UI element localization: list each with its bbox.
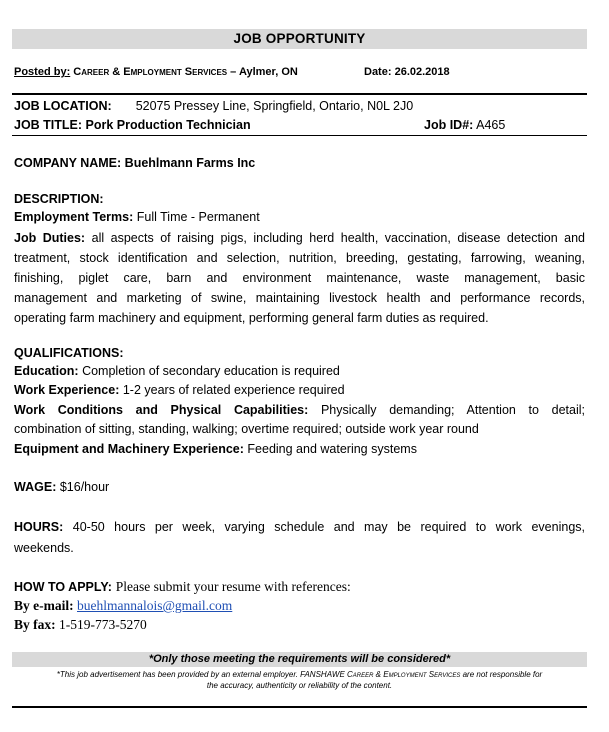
email-link[interactable]: buehlmannalois@gmail.com [77,598,233,613]
wage [14,479,109,496]
company-name [14,155,255,172]
education [14,363,340,380]
posting-date [364,66,450,78]
work-experience-value: 1-2 years of related experience required [122,383,345,397]
company-value: Buehlmann Farms Inc [124,156,256,170]
work-conditions [14,401,585,439]
hours-label: HOURS: [14,520,64,534]
hours [14,517,585,559]
equipment-label: Equipment and Machinery Experience: [14,442,244,456]
employment-terms [14,209,260,226]
date-value: 26.02.2018 [394,66,450,78]
job-duties-line: finishing, piglet care, barn and environment maintenance, waste management, basic [14,271,585,285]
company-label: COMPANY NAME: [14,156,122,170]
job-id-value: A465 [476,118,506,132]
how-to-apply [14,578,351,596]
apply-fax [14,616,147,634]
how-to-apply-label: HOW TO APPLY: [14,580,112,594]
apply-email-label: By e-mail: [14,598,74,613]
disclaimer [12,669,587,691]
apply-email [14,597,232,615]
work-experience-label: Work Experience: [14,383,120,397]
education-value: Completion of secondary education is required [82,364,340,378]
job-id-label: Job ID#: [424,118,474,132]
employment-terms-value: Full Time - Permanent [136,210,260,224]
requirements-note: *Only those meeting the requirements will be considered* [12,652,587,667]
posted-by-label: Posted by: [14,66,71,78]
job-title [14,117,251,134]
footer-divider [12,706,587,708]
job-duties-line: operating farm machinery and equipment, performing general farm duties as required. [14,311,489,325]
description-heading: DESCRIPTION: [14,192,104,206]
apply-fax-value: 1-519-773-5270 [59,617,147,632]
disclaimer-org: Career & Employment Services [347,670,461,679]
job-duties [14,228,585,328]
job-title-value: Pork Production Technician [85,118,251,132]
job-title-label: JOB TITLE: [14,118,83,132]
wage-value: $16/hour [59,480,110,494]
how-to-apply-intro: Please submit your resume with references: [115,579,351,594]
job-location-label: JOB LOCATION: [14,99,112,113]
posted-by-org: Career & Employment Services [73,66,228,78]
equipment-experience [14,441,417,458]
work-experience [14,382,345,399]
job-location [14,98,413,115]
equipment-value: Feeding and watering systems [247,442,417,456]
hours-line: weekends. [14,541,74,555]
wage-label: WAGE: [14,480,57,494]
page-title: JOB OPPORTUNITY [12,29,587,49]
work-conditions-line: Work Conditions and Physical Capabilities: Physically demanding; Attention to detail; [14,403,585,417]
qualifications-heading: QUALIFICATIONS: [14,346,124,360]
disclaimer-text: are not responsible for [460,670,543,679]
job-duties-line: management and marketing of swine, maintaining livestock health and performance records, [14,291,585,305]
education-label: Education: [14,364,79,378]
hours-line: HOURS: 40-50 hours per week, varying schedule and may be required to work evenings, [14,520,585,534]
employment-terms-label: Employment Terms: [14,210,134,224]
posted-by-location: – Aylmer, ON [227,66,298,78]
disclaimer-text: the accuracy, authenticity or reliability of the content. [206,681,393,690]
work-conditions-line: combination of sitting, standing, walking; overtime required; outside work year round [14,422,479,436]
job-duties-label: Job Duties: [14,231,86,245]
posted-by [14,66,298,78]
job-duties-line: treatment, stock identification and selection, nutrition, breeding, gestating, farrowing, weaning, [14,251,585,265]
job-duties-line: Job Duties: all aspects of raising pigs, including herd health, vaccination, disease detection and [14,231,585,245]
job-id [424,117,505,134]
header-divider [12,93,587,95]
job-location-value: 52075 Pressey Line, Springfield, Ontario, N0L 2J0 [135,99,414,113]
job-divider [12,135,587,136]
date-label: Date: [364,66,392,78]
work-conditions-label: Work Conditions and Physical Capabilities: [14,403,309,417]
apply-fax-label: By fax: [14,617,56,632]
disclaimer-text: *This job advertisement has been provided by an external employer. FANSHAWE [56,670,347,679]
